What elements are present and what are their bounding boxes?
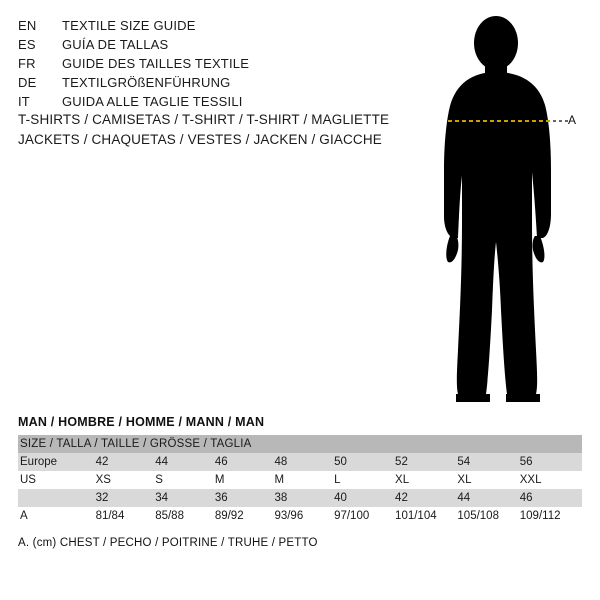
language-row: [18, 35, 398, 54]
garment-line-tshirts: T-SHIRTS / CAMISETAS / T-SHIRT / T-SHIRT / MAGLIETTE: [18, 112, 390, 127]
size-table: [18, 435, 582, 525]
garment-category-block: [18, 110, 418, 150]
row-value: 32: [96, 489, 156, 507]
table-header-label: SIZE / TALLA / TAILLE / GRÖSSE / TAGLIA: [20, 438, 252, 450]
row-label: A: [18, 507, 96, 525]
row-label: US: [18, 471, 96, 489]
row-value: 85/88: [155, 507, 215, 525]
row-label: [18, 489, 96, 507]
chest-measure-label: A: [568, 113, 577, 127]
row-value: 56: [520, 453, 582, 471]
figure-illustration: [400, 10, 600, 410]
row-value: 54: [457, 453, 519, 471]
row-value: XS: [96, 471, 156, 489]
row-value: 105/108: [457, 507, 519, 525]
row-value: S: [155, 471, 215, 489]
language-title: GUIDE DES TAILLES TEXTILE: [62, 56, 250, 71]
row-value: 38: [274, 489, 334, 507]
row-value: L: [334, 471, 395, 489]
language-title: TEXTILGRÖßENFÜHRUNG: [62, 75, 231, 90]
language-title: TEXTILE SIZE GUIDE: [62, 18, 196, 33]
row-value: 40: [334, 489, 395, 507]
row-value: 34: [155, 489, 215, 507]
table-header-row: [18, 435, 582, 453]
language-row: [18, 54, 398, 73]
table-footnote: A. (cm) CHEST / PECHO / POITRINE / TRUHE / PETTO: [18, 537, 318, 549]
male-silhouette-icon: [400, 10, 600, 410]
language-title: GUIDA ALLE TAGLIE TESSILI: [62, 94, 243, 109]
row-value: 46: [520, 489, 582, 507]
row-value: XL: [395, 471, 457, 489]
row-value: 44: [457, 489, 519, 507]
row-label: Europe: [18, 453, 96, 471]
row-value: 81/84: [96, 507, 156, 525]
row-value: 42: [395, 489, 457, 507]
row-value: M: [215, 471, 275, 489]
row-value: XXL: [520, 471, 582, 489]
row-value: XL: [457, 471, 519, 489]
row-value: 42: [96, 453, 156, 471]
table-row: [18, 471, 582, 489]
garment-line-jackets: JACKETS / CHAQUETAS / VESTES / JACKEN / GIACCHE: [18, 132, 382, 147]
row-value: 50: [334, 453, 395, 471]
row-value: 109/112: [520, 507, 582, 525]
row-value: 46: [215, 453, 275, 471]
row-value: 36: [215, 489, 275, 507]
language-code: FR: [18, 56, 36, 71]
row-value: M: [274, 471, 334, 489]
table-row: [18, 489, 582, 507]
row-value: 52: [395, 453, 457, 471]
language-title: GUÍA DE TALLAS: [62, 37, 169, 52]
row-value: 101/104: [395, 507, 457, 525]
size-table-area: [18, 415, 582, 549]
language-title-block: [18, 16, 398, 111]
row-value: 48: [274, 453, 334, 471]
language-row: [18, 73, 398, 92]
language-code: EN: [18, 18, 37, 33]
table-group-label: MAN / HOMBRE / HOMME / MANN / MAN: [18, 415, 265, 429]
table-row: [18, 507, 582, 525]
language-row: [18, 16, 398, 35]
language-code: DE: [18, 75, 37, 90]
row-value: 97/100: [334, 507, 395, 525]
language-code: ES: [18, 37, 36, 52]
table-row: [18, 453, 582, 471]
row-value: 93/96: [274, 507, 334, 525]
row-value: 89/92: [215, 507, 275, 525]
row-value: 44: [155, 453, 215, 471]
language-row: [18, 92, 398, 111]
language-code: IT: [18, 94, 30, 109]
